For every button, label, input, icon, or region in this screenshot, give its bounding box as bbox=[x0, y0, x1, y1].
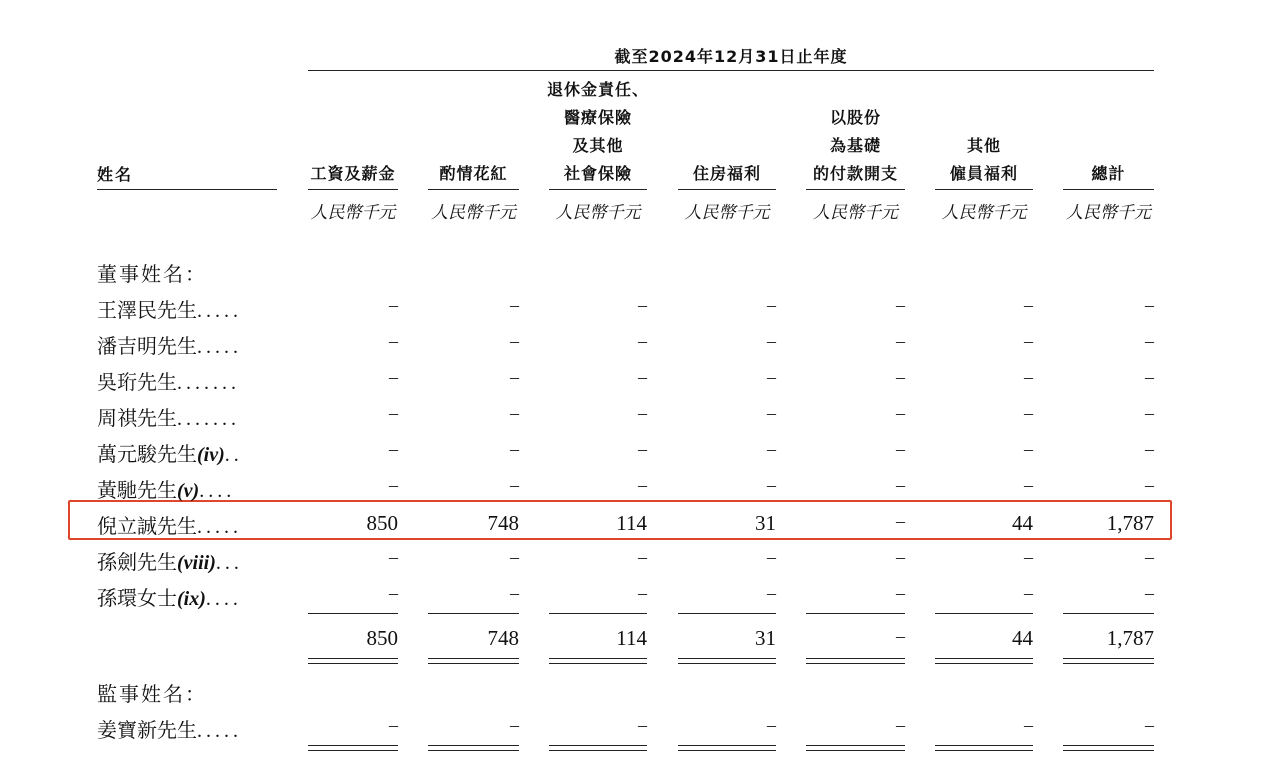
column-header-rule bbox=[806, 189, 905, 190]
cell-value: 748 bbox=[487, 511, 519, 535]
person-name: 萬元駿先生 bbox=[97, 442, 197, 466]
total-value: 44 bbox=[1012, 626, 1033, 650]
cell-value: – bbox=[896, 475, 905, 495]
cell-value: 850 bbox=[366, 511, 398, 535]
person-name: 孫劍先生 bbox=[97, 550, 177, 574]
column-header-3 bbox=[529, 76, 667, 188]
row-name bbox=[97, 546, 243, 575]
cell-value: – bbox=[638, 295, 647, 315]
column-header-line: 及其他 bbox=[572, 136, 624, 155]
column-header-1 bbox=[288, 160, 418, 188]
cell-value: – bbox=[638, 439, 647, 459]
total-double-rule bbox=[1063, 658, 1154, 664]
row-name bbox=[97, 294, 242, 323]
cell-value: – bbox=[1024, 403, 1033, 423]
cell-value: – bbox=[1024, 475, 1033, 495]
column-header-rule bbox=[428, 189, 519, 190]
unit-label: 人民幣千元 bbox=[813, 203, 898, 222]
leader-dots: ..... bbox=[197, 336, 242, 358]
cell-value: – bbox=[638, 475, 647, 495]
leader-dots: .. bbox=[224, 444, 243, 466]
cell-value: – bbox=[510, 583, 519, 603]
supervisor-double-rule bbox=[549, 745, 647, 751]
subtotal-rule bbox=[806, 613, 905, 614]
cell-value: – bbox=[1145, 547, 1154, 567]
period-underline bbox=[308, 70, 1154, 71]
leader-dots: ..... bbox=[197, 300, 242, 322]
cell-value: – bbox=[767, 439, 776, 459]
cell-value: – bbox=[1024, 331, 1033, 351]
cell-value: – bbox=[1145, 715, 1154, 735]
row-name bbox=[97, 582, 242, 611]
subtotal-rule bbox=[549, 613, 647, 614]
column-header-4 bbox=[658, 160, 796, 188]
unit-label: 人民幣千元 bbox=[941, 203, 1027, 222]
column-header-rule bbox=[678, 189, 776, 190]
cell-value: – bbox=[767, 547, 776, 567]
unit-label: 人民幣千元 bbox=[310, 203, 396, 222]
cell-value: – bbox=[1145, 583, 1154, 603]
total-double-rule bbox=[308, 658, 398, 664]
cell-value: – bbox=[896, 583, 905, 603]
column-header-line: 以股份 bbox=[829, 108, 881, 127]
footnote-ref: (ix) bbox=[177, 588, 206, 610]
column-header-line: 社會保險 bbox=[563, 164, 632, 183]
cell-value: – bbox=[1145, 475, 1154, 495]
period-title: 截至2024年12月31日止年度 bbox=[614, 47, 848, 66]
directors-section-title: 董事姓名： bbox=[97, 262, 207, 286]
unit-label: 人民幣千元 bbox=[684, 203, 770, 222]
cell-value: – bbox=[1024, 439, 1033, 459]
leader-dots: ....... bbox=[177, 372, 240, 394]
total-double-rule bbox=[428, 658, 519, 664]
subtotal-rule bbox=[935, 613, 1033, 614]
subtotal-rule bbox=[1063, 613, 1154, 614]
name-column-header: 姓名 bbox=[97, 165, 134, 184]
cell-value: – bbox=[510, 295, 519, 315]
cell-value: – bbox=[896, 439, 905, 459]
cell-value: – bbox=[638, 331, 647, 351]
cell-value: 114 bbox=[616, 511, 647, 535]
cell-value: – bbox=[389, 547, 398, 567]
cell-value: – bbox=[389, 715, 398, 735]
person-name: 吳珩先生 bbox=[97, 370, 177, 394]
cell-value: – bbox=[767, 583, 776, 603]
column-header-7 bbox=[1043, 160, 1174, 188]
row-name bbox=[97, 330, 242, 359]
cell-value: – bbox=[389, 367, 398, 387]
cell-value: 1,787 bbox=[1106, 511, 1154, 535]
subtotal-rule bbox=[428, 613, 519, 614]
leader-dots: ..... bbox=[197, 720, 242, 742]
cell-value: – bbox=[510, 439, 519, 459]
cell-value: – bbox=[389, 295, 398, 315]
total-double-rule bbox=[549, 658, 647, 664]
person-name: 倪立誠先生 bbox=[97, 514, 197, 538]
column-header-line: 其他 bbox=[966, 136, 1001, 155]
total-double-rule bbox=[806, 658, 905, 664]
cell-value: – bbox=[510, 331, 519, 351]
cell-value: – bbox=[389, 583, 398, 603]
name-header-rule bbox=[97, 189, 277, 190]
person-name: 潘吉明先生 bbox=[97, 334, 197, 358]
cell-value: – bbox=[1024, 547, 1033, 567]
row-name bbox=[97, 438, 243, 467]
cell-value: – bbox=[389, 439, 398, 459]
cell-value: – bbox=[767, 403, 776, 423]
cell-value: – bbox=[510, 367, 519, 387]
footnote-ref: (v) bbox=[177, 480, 200, 502]
cell-value: – bbox=[767, 367, 776, 387]
row-name bbox=[97, 366, 240, 395]
cell-value: – bbox=[389, 403, 398, 423]
cell-value: – bbox=[1145, 367, 1154, 387]
cell-value: – bbox=[767, 475, 776, 495]
row-name bbox=[97, 474, 235, 503]
cell-value: – bbox=[896, 511, 905, 531]
column-header-rule bbox=[308, 189, 398, 190]
cell-value: – bbox=[389, 475, 398, 495]
cell-value: 44 bbox=[1012, 511, 1033, 535]
person-name: 王澤民先生 bbox=[97, 298, 197, 322]
cell-value: – bbox=[896, 331, 905, 351]
total-value: – bbox=[896, 626, 905, 646]
supervisor-double-rule bbox=[308, 745, 398, 751]
column-header-line: 工資及薪金 bbox=[310, 164, 396, 183]
cell-value: – bbox=[510, 475, 519, 495]
column-header-rule bbox=[549, 189, 647, 190]
cell-value: – bbox=[1145, 331, 1154, 351]
column-header-5 bbox=[786, 104, 925, 188]
cell-value: – bbox=[1145, 439, 1154, 459]
footnote-ref: (iv) bbox=[197, 444, 225, 466]
unit-label: 人民幣千元 bbox=[431, 203, 516, 222]
total-double-rule bbox=[678, 658, 776, 664]
cell-value: 31 bbox=[755, 511, 776, 535]
cell-value: – bbox=[1024, 367, 1033, 387]
total-double-rule bbox=[935, 658, 1033, 664]
cell-value: – bbox=[896, 403, 905, 423]
cell-value: – bbox=[1024, 715, 1033, 735]
row-name bbox=[97, 714, 242, 743]
supervisors-section-title: 監事姓名： bbox=[97, 682, 207, 706]
cell-value: – bbox=[767, 295, 776, 315]
person-name: 姜寶新先生 bbox=[97, 718, 197, 742]
unit-label: 人民幣千元 bbox=[555, 203, 641, 222]
leader-dots: .... bbox=[199, 480, 236, 502]
subtotal-rule bbox=[308, 613, 398, 614]
leader-dots: ....... bbox=[177, 408, 240, 430]
column-header-line: 醫療保險 bbox=[563, 108, 632, 127]
cell-value: – bbox=[1145, 295, 1154, 315]
cell-value: – bbox=[896, 295, 905, 315]
column-header-line: 的付款開支 bbox=[812, 164, 898, 183]
cell-value: – bbox=[389, 331, 398, 351]
total-value: 850 bbox=[366, 626, 398, 650]
column-header-line: 僱員福利 bbox=[949, 164, 1018, 183]
person-name: 黃馳先生 bbox=[97, 478, 177, 502]
column-header-line: 為基礎 bbox=[829, 136, 881, 155]
column-header-line: 退休金責任、 bbox=[546, 80, 649, 99]
cell-value: – bbox=[638, 403, 647, 423]
cell-value: – bbox=[896, 715, 905, 735]
cell-value: – bbox=[896, 547, 905, 567]
column-header-6 bbox=[915, 132, 1053, 188]
supervisor-double-rule bbox=[806, 745, 905, 751]
total-value: 31 bbox=[755, 626, 776, 650]
cell-value: – bbox=[767, 715, 776, 735]
cell-value: – bbox=[1145, 403, 1154, 423]
cell-value: – bbox=[510, 403, 519, 423]
leader-dots: .... bbox=[205, 588, 242, 610]
row-name bbox=[97, 510, 242, 539]
column-header-2 bbox=[408, 160, 539, 188]
cell-value: – bbox=[1024, 583, 1033, 603]
column-header-line: 酌情花紅 bbox=[439, 164, 508, 183]
person-name: 孫環女士 bbox=[97, 586, 177, 610]
cell-value: – bbox=[1024, 295, 1033, 315]
column-header-rule bbox=[1063, 189, 1154, 190]
cell-value: – bbox=[510, 547, 519, 567]
cell-value: – bbox=[638, 583, 647, 603]
supervisor-double-rule bbox=[1063, 745, 1154, 751]
column-header-rule bbox=[935, 189, 1033, 190]
unit-label: 人民幣千元 bbox=[1066, 203, 1151, 222]
supervisor-double-rule bbox=[935, 745, 1033, 751]
person-name: 周祺先生 bbox=[97, 406, 177, 430]
column-header-line: 住房福利 bbox=[692, 164, 761, 183]
cell-value: – bbox=[638, 547, 647, 567]
total-value: 748 bbox=[487, 626, 519, 650]
total-value: 114 bbox=[616, 626, 647, 650]
subtotal-rule bbox=[678, 613, 776, 614]
cell-value: – bbox=[896, 367, 905, 387]
column-header-line: 總計 bbox=[1091, 164, 1126, 183]
cell-value: – bbox=[510, 715, 519, 735]
leader-dots: ... bbox=[215, 552, 243, 574]
leader-dots: ..... bbox=[197, 516, 242, 538]
footnote-ref: (viii) bbox=[177, 552, 216, 574]
supervisor-double-rule bbox=[428, 745, 519, 751]
row-name bbox=[97, 402, 240, 431]
cell-value: – bbox=[638, 367, 647, 387]
cell-value: – bbox=[767, 331, 776, 351]
total-value: 1,787 bbox=[1106, 626, 1154, 650]
supervisor-double-rule bbox=[678, 745, 776, 751]
cell-value: – bbox=[638, 715, 647, 735]
